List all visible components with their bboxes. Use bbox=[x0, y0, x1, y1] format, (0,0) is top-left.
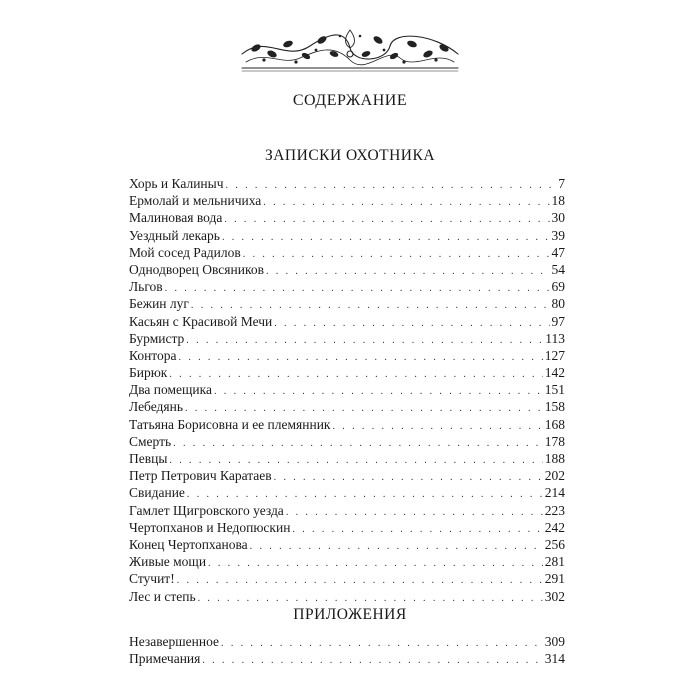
toc-entry bbox=[129, 278, 565, 295]
dot-leader bbox=[169, 366, 542, 381]
toc-entry bbox=[129, 570, 565, 587]
dot-leader bbox=[226, 177, 557, 192]
dot-leader bbox=[185, 400, 543, 415]
section-title-prilozheniya: ПРИЛОЖЕНИЯ bbox=[293, 606, 407, 623]
toc-entry-page: 168 bbox=[544, 416, 565, 432]
dot-leader bbox=[208, 555, 543, 570]
toc-entry-title: Льгов bbox=[129, 279, 163, 295]
dot-leader bbox=[169, 452, 542, 467]
toc-entry bbox=[129, 227, 565, 244]
toc-entry-title: Мой сосед Радилов bbox=[129, 244, 241, 260]
toc-entry-page: 256 bbox=[544, 536, 565, 552]
toc-list-zapiski bbox=[129, 175, 565, 605]
toc-entry-title: Однодворец Овсяников bbox=[129, 261, 264, 277]
toc-entry-page: 178 bbox=[544, 433, 565, 449]
toc-entry bbox=[129, 650, 565, 667]
toc-entry bbox=[129, 502, 565, 519]
page-title: СОДЕРЖАНИЕ bbox=[292, 92, 408, 109]
dot-leader bbox=[202, 652, 542, 667]
dot-leader bbox=[187, 486, 543, 501]
toc-entry-title: Гамлет Щигровского уезда bbox=[129, 502, 284, 518]
dot-leader bbox=[333, 418, 543, 433]
toc-entry-title: Лебедянь bbox=[129, 399, 184, 415]
dot-leader bbox=[198, 590, 543, 605]
toc-entry-page: 158 bbox=[544, 399, 565, 415]
toc-entry bbox=[129, 244, 565, 261]
toc-entry-page: 291 bbox=[544, 571, 565, 587]
toc-entry-title: Незавершенное bbox=[129, 634, 220, 649]
dot-leader bbox=[165, 280, 550, 295]
toc-entry bbox=[129, 381, 565, 398]
toc-entry bbox=[129, 261, 565, 278]
toc-entry-title: Малиновая вода bbox=[129, 210, 223, 226]
floral-vignette-icon bbox=[236, 24, 464, 74]
toc-entry-page: 113 bbox=[545, 330, 565, 346]
toc-entry bbox=[129, 175, 565, 192]
toc-entry-page: 202 bbox=[544, 468, 565, 484]
toc-entry-page: 47 bbox=[551, 244, 565, 260]
toc-entry-page: 151 bbox=[544, 382, 565, 398]
toc-entry-page: 97 bbox=[551, 313, 565, 329]
dot-leader bbox=[179, 349, 543, 364]
dot-leader bbox=[266, 263, 550, 278]
toc-entry-title: Примечания bbox=[129, 651, 201, 667]
toc-entry bbox=[129, 588, 565, 605]
dot-leader bbox=[274, 315, 549, 330]
section-title-zapiski: ЗАПИСКИ ОХОТНИКА bbox=[264, 147, 436, 164]
toc-entry-page: 80 bbox=[551, 296, 565, 312]
toc-entry bbox=[129, 416, 565, 433]
toc-entry-title: Певцы bbox=[129, 451, 168, 466]
toc-entry bbox=[129, 536, 565, 553]
dot-leader bbox=[221, 635, 543, 650]
toc-entry-title: Петр Петрович Каратаев bbox=[129, 468, 272, 484]
toc-entry-page: 30 bbox=[551, 210, 565, 226]
toc-entry-title: Ермолай и мельничиха bbox=[129, 193, 262, 209]
toc-entry bbox=[129, 633, 565, 650]
toc-entry bbox=[129, 433, 565, 450]
dot-leader bbox=[222, 229, 550, 244]
dot-leader bbox=[214, 383, 543, 398]
dot-leader bbox=[292, 521, 542, 536]
toc-entry-page: 281 bbox=[544, 554, 565, 570]
dot-leader bbox=[186, 332, 543, 347]
toc-entry-title: Стучит! bbox=[129, 571, 175, 587]
toc-entry bbox=[129, 192, 565, 209]
toc-entry-page: 69 bbox=[551, 279, 565, 295]
toc-entry bbox=[129, 347, 565, 364]
toc-entry bbox=[129, 450, 565, 467]
toc-entry-page: 54 bbox=[551, 261, 565, 277]
toc-entry-page: 214 bbox=[544, 485, 565, 501]
dot-leader bbox=[173, 435, 543, 450]
toc-entry-page: 242 bbox=[544, 519, 565, 535]
toc-entry-title: Живые мощи bbox=[129, 554, 207, 570]
dot-leader bbox=[243, 246, 550, 261]
toc-entry-page: 142 bbox=[544, 365, 565, 381]
toc-entry-title: Бирюк bbox=[129, 365, 168, 381]
toc-entry-page: 18 bbox=[551, 193, 565, 209]
toc-entry bbox=[129, 330, 565, 347]
dot-leader bbox=[263, 194, 549, 209]
dot-leader bbox=[224, 211, 549, 226]
toc-entry-title: Хорь и Калиныч bbox=[129, 176, 224, 191]
toc-entry-title: Два помещика bbox=[129, 382, 212, 398]
toc-entry-page: 188 bbox=[544, 451, 565, 466]
toc-entry-page: 302 bbox=[544, 588, 565, 604]
toc-entry bbox=[129, 519, 565, 536]
toc-list-prilozheniya bbox=[129, 633, 565, 667]
dot-leader bbox=[250, 538, 543, 553]
toc-entry-title: Контора bbox=[129, 347, 177, 363]
toc-entry bbox=[129, 313, 565, 330]
toc-entry-title: Касьян с Красивой Мечи bbox=[129, 313, 273, 329]
toc-entry-title: Конец Чертопханова bbox=[129, 536, 248, 552]
toc-entry-page: 309 bbox=[544, 634, 565, 649]
toc-entry-title: Бурмистр bbox=[129, 330, 185, 346]
toc-entry-page: 127 bbox=[544, 347, 565, 363]
toc-entry bbox=[129, 364, 565, 381]
toc-entry-title: Лес и степь bbox=[129, 588, 196, 604]
toc-entry-title: Чертопханов и Недопюскин bbox=[129, 519, 291, 535]
dot-leader bbox=[286, 504, 543, 519]
toc-entry bbox=[129, 484, 565, 501]
toc-entry-page: 7 bbox=[558, 176, 565, 191]
toc-entry bbox=[129, 553, 565, 570]
toc-entry bbox=[129, 209, 565, 226]
toc-entry bbox=[129, 398, 565, 415]
dot-leader bbox=[191, 297, 550, 312]
toc-entry-page: 39 bbox=[551, 227, 565, 243]
toc-entry-title: Татьяна Борисовна и ее племянник bbox=[129, 416, 331, 432]
dot-leader bbox=[177, 572, 543, 587]
toc-entry-title: Бежин луг bbox=[129, 296, 189, 312]
toc-entry bbox=[129, 295, 565, 312]
toc-entry-title: Смерть bbox=[129, 433, 172, 449]
toc-entry-title: Свидание bbox=[129, 485, 185, 501]
toc-entry bbox=[129, 467, 565, 484]
toc-entry-page: 223 bbox=[544, 502, 565, 518]
dot-leader bbox=[274, 469, 543, 484]
toc-entry-page: 314 bbox=[544, 651, 565, 667]
toc-entry-title: Уездный лекарь bbox=[129, 227, 220, 243]
